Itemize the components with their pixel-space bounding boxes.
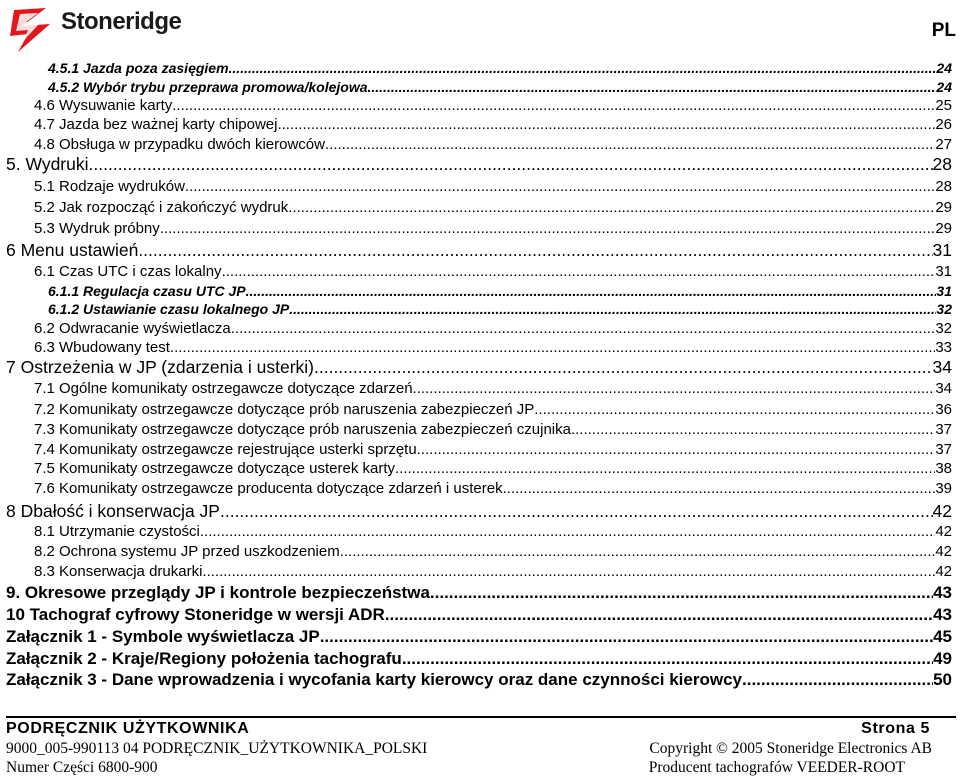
footer-part-number: Numer Części 6800-900 bbox=[6, 759, 158, 776]
toc-entry-title: 7.2 Komunikaty ostrzegawcze dotyczące prób naruszenia zabezpieczeń JP bbox=[34, 401, 535, 418]
toc-entry[interactable] bbox=[6, 628, 952, 645]
toc-entry-page: 43 bbox=[933, 605, 952, 624]
toc-dot-leader bbox=[288, 200, 935, 215]
toc-entry-page: 36 bbox=[935, 401, 952, 418]
toc-entry-title: 8.3 Konserwacja drukarki bbox=[34, 563, 203, 580]
toc-entry[interactable] bbox=[6, 650, 952, 667]
toc-entry-title: 4.8 Obsługa w przypadku dwóch kierowców bbox=[34, 136, 325, 153]
toc-entry-page: 42 bbox=[935, 563, 952, 580]
toc-dot-leader bbox=[402, 650, 933, 667]
toc-dot-leader bbox=[314, 359, 933, 377]
toc-entry[interactable] bbox=[34, 461, 952, 476]
toc-entry-title: 7.6 Komunikaty ostrzegawcze producenta dotyczące zdarzeń i usterek bbox=[34, 480, 503, 497]
toc-entry-title: Załącznik 3 - Dane wprowadzenia i wycofania karty kierowcy oraz dane czynności kierowcy bbox=[6, 670, 742, 689]
toc-entry-title: 4.5.1 Jazda poza zasięgiem bbox=[48, 60, 229, 76]
toc-dot-leader bbox=[503, 481, 936, 496]
toc-entry[interactable] bbox=[6, 156, 952, 174]
toc-dot-leader bbox=[430, 584, 933, 601]
toc-dot-leader bbox=[138, 242, 932, 260]
toc-entry[interactable] bbox=[34, 422, 952, 437]
toc-entry[interactable] bbox=[34, 200, 952, 215]
toc-dot-leader bbox=[174, 340, 935, 355]
footer-page-label: Strona 5 bbox=[861, 720, 930, 737]
toc-entry-page: 37 bbox=[935, 441, 952, 458]
logo-wordmark: Stoneridge bbox=[61, 8, 182, 35]
toc-dot-leader bbox=[172, 98, 935, 113]
toc-dot-leader bbox=[413, 381, 936, 396]
toc-entry-page: 45 bbox=[933, 627, 952, 646]
toc-entry-title: 9. Okresowe przeglądy JP i kontrole bezpieczeństwa bbox=[6, 583, 430, 602]
toc-entry-page: 29 bbox=[935, 220, 952, 237]
toc-entry-title: 6.1.1 Regulacja czasu UTC JP bbox=[48, 283, 246, 299]
toc-entry-page: 37 bbox=[935, 421, 952, 438]
toc-entry[interactable] bbox=[34, 117, 952, 132]
toc-entry-title: 7.4 Komunikaty ostrzegawcze rejestrujące usterki sprzętu bbox=[34, 441, 417, 458]
toc-entry-page: 25 bbox=[935, 97, 952, 114]
toc-entry-page: 38 bbox=[935, 460, 952, 477]
toc-entry-title: 8 Dbałość i konserwacja JP bbox=[6, 501, 220, 521]
footer-copyright: Copyright © 2005 Stoneridge Electronics AB bbox=[649, 740, 932, 757]
toc-entry-page: 29 bbox=[935, 199, 952, 216]
toc-dot-leader bbox=[220, 503, 933, 521]
toc-entry[interactable] bbox=[34, 98, 952, 113]
toc-entry-page: 49 bbox=[933, 649, 952, 668]
toc-dot-leader bbox=[325, 137, 935, 152]
toc-entry-page: 50 bbox=[933, 670, 952, 689]
toc-entry-title: 4.6 Wysuwanie karty bbox=[34, 97, 173, 114]
toc-dot-leader bbox=[231, 321, 936, 336]
toc-entry-title: 5.1 Rodzaje wydruków bbox=[34, 178, 185, 195]
footer-manual-title: PODRĘCZNIK UŻYTKOWNIKA bbox=[6, 720, 250, 737]
toc-entry-title: 4.5.2 Wybór trybu przeprawa promowa/kolejowa bbox=[48, 79, 368, 95]
toc-entry-page: 42 bbox=[932, 501, 952, 521]
toc-entry-page: 43 bbox=[933, 583, 952, 602]
toc-dot-leader bbox=[385, 606, 933, 623]
toc-entry-title: 5.2 Jak rozpocząć i zakończyć wydruk bbox=[34, 199, 289, 216]
toc-entry[interactable] bbox=[34, 544, 952, 559]
toc-entry[interactable] bbox=[34, 381, 952, 396]
toc-entry-title: 5. Wydruki bbox=[6, 154, 89, 174]
toc-dot-leader bbox=[395, 461, 935, 476]
toc-entry[interactable] bbox=[34, 481, 952, 496]
toc-dot-leader bbox=[185, 179, 935, 194]
toc-dot-leader bbox=[222, 264, 936, 279]
language-code: PL bbox=[931, 20, 956, 41]
toc-entry-title: 8.2 Ochrona systemu JP przed uszkodzeniem bbox=[34, 543, 340, 560]
toc-entry[interactable] bbox=[48, 80, 952, 94]
footer-doc-id: 9000_005-990113 04 PODRĘCZNIK_UŻYTKOWNIKA_POLSKI bbox=[6, 740, 428, 757]
toc-dot-leader bbox=[89, 156, 933, 174]
toc-entry[interactable] bbox=[6, 584, 952, 601]
toc-entry-page: 31 bbox=[936, 283, 952, 299]
toc-entry[interactable] bbox=[34, 179, 952, 194]
toc-entry-page: 34 bbox=[935, 380, 952, 397]
toc-entry-page: 42 bbox=[935, 523, 952, 540]
toc-entry-title: 7.1 Ogólne komunikaty ostrzegawcze dotyczące zdarzeń bbox=[34, 380, 413, 397]
toc-entry[interactable] bbox=[48, 284, 952, 298]
toc-entry-page: 31 bbox=[932, 240, 952, 260]
toc-entry-title: 6.3 Wbudowany test. bbox=[34, 339, 175, 356]
toc-dot-leader bbox=[320, 628, 933, 645]
toc-entry-page: 28 bbox=[935, 178, 952, 195]
toc-entry-title: 4.7 Jazda bez ważnej karty chipowej. bbox=[34, 116, 282, 133]
toc-entry-title: 7.5 Komunikaty ostrzegawcze dotyczące usterek karty bbox=[34, 460, 395, 477]
footer-divider bbox=[6, 716, 956, 718]
toc-entry[interactable] bbox=[48, 61, 952, 75]
toc-entry-title: Załącznik 2 - Kraje/Regiony położenia tachografu bbox=[6, 649, 402, 668]
footer-producer: Producent tachografów VEEDER-ROOT bbox=[648, 759, 905, 776]
toc-entry-page: 31 bbox=[935, 263, 952, 280]
toc-entry[interactable] bbox=[6, 242, 952, 260]
toc-entry[interactable] bbox=[6, 606, 952, 623]
toc-dot-leader bbox=[742, 671, 933, 688]
toc-entry-page: 32 bbox=[936, 301, 952, 317]
toc-dot-leader bbox=[160, 221, 936, 236]
toc-entry[interactable] bbox=[48, 302, 952, 316]
toc-entry-title: 8.1 Utrzymanie czystości bbox=[34, 523, 200, 540]
toc-dot-leader bbox=[289, 302, 936, 316]
toc-dot-leader bbox=[571, 422, 935, 437]
toc-entry-page: 34 bbox=[932, 357, 952, 377]
toc-entry[interactable] bbox=[34, 402, 952, 417]
toc-entry-page: 32 bbox=[935, 320, 952, 337]
toc-entry-title: 6.1 Czas UTC i czas lokalny bbox=[34, 263, 222, 280]
toc-entry[interactable] bbox=[34, 221, 952, 236]
toc-entry[interactable] bbox=[34, 321, 952, 336]
toc-entry-title: Załącznik 1 - Symbole wyświetlacza JP bbox=[6, 627, 320, 646]
toc-dot-leader bbox=[368, 80, 937, 94]
toc-dot-leader bbox=[282, 117, 936, 132]
toc-entry[interactable] bbox=[34, 524, 952, 539]
toc-entry[interactable] bbox=[6, 503, 952, 521]
toc-entry-title: 6.1.2 Ustawianie czasu lokalnego JP bbox=[48, 301, 290, 317]
toc-dot-leader bbox=[246, 284, 937, 298]
toc-dot-leader bbox=[340, 544, 936, 559]
toc-entry-page: 42 bbox=[935, 543, 952, 560]
toc-entry[interactable] bbox=[34, 137, 952, 152]
toc-entry-page: 24 bbox=[936, 60, 952, 76]
toc-entry[interactable] bbox=[34, 340, 952, 355]
toc-entry-title: 6 Menu ustawień bbox=[6, 240, 139, 260]
toc-entry-page: 27 bbox=[935, 136, 952, 153]
toc-entry-page: 39 bbox=[935, 480, 952, 497]
toc-entry-title: 7.3 Komunikaty ostrzegawcze dotyczące prób naruszenia zabezpieczeń czujnika bbox=[34, 421, 571, 438]
toc-entry-page: 28 bbox=[932, 154, 952, 174]
toc-dot-leader bbox=[229, 61, 937, 75]
toc-entry-page: 33 bbox=[935, 339, 952, 356]
toc-entry-title: 6.2 Odwracanie wyświetlacza bbox=[34, 320, 231, 337]
toc-entry-title: 7 Ostrzeżenia w JP (zdarzenia i usterki) bbox=[6, 357, 314, 377]
toc-entry[interactable] bbox=[6, 671, 952, 688]
toc-entry-title: 10 Tachograf cyfrowy Stoneridge w wersji ADR bbox=[6, 605, 385, 624]
toc-dot-leader bbox=[200, 524, 935, 539]
toc-entry[interactable] bbox=[34, 442, 952, 457]
toc-dot-leader bbox=[417, 442, 936, 457]
toc-entry[interactable] bbox=[6, 359, 952, 377]
toc-entry-title: 5.3 Wydruk próbny bbox=[34, 220, 160, 237]
toc-entry-page: 26 bbox=[935, 116, 952, 133]
toc-entry-page: 24 bbox=[936, 79, 952, 95]
toc-entry[interactable] bbox=[34, 564, 952, 579]
toc-dot-leader bbox=[534, 402, 935, 417]
toc-dot-leader bbox=[202, 564, 935, 579]
toc-entry[interactable] bbox=[34, 264, 952, 279]
